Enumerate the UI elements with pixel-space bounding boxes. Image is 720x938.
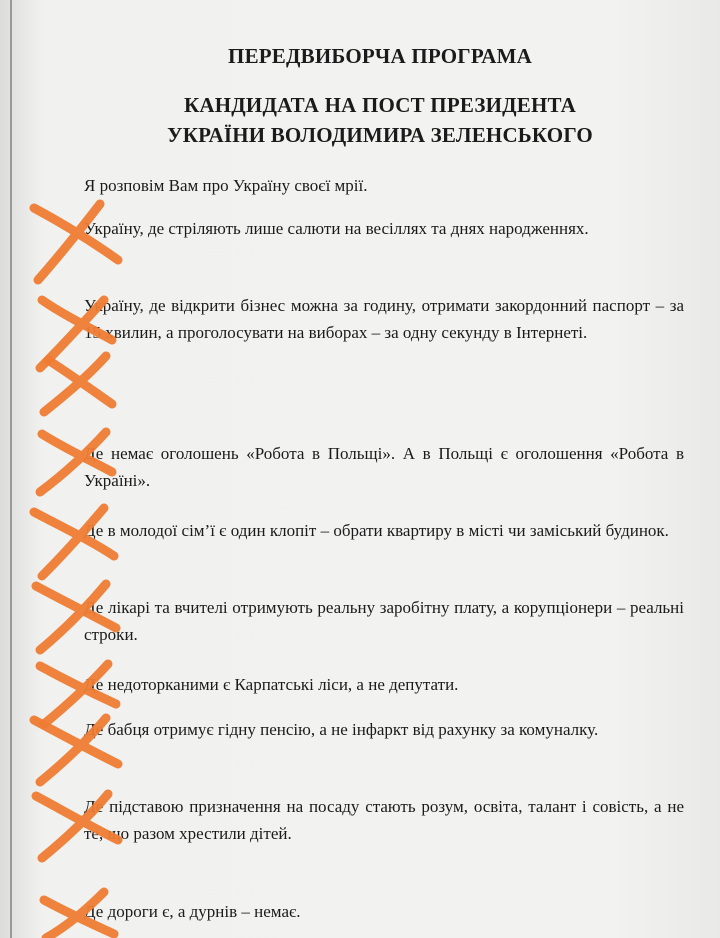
cross-mark-2b (44, 356, 112, 412)
program-item-9: Де дороги є, а дурнів – немає. (84, 902, 301, 921)
title-line-1: ПЕРЕДВИБОРЧА ПРОГРАМА (228, 44, 532, 68)
program-item-5: Де лікарі та вчителі отримують реальну заробітну плату, а корупціонери – реальні строки. (84, 598, 684, 644)
program-item-7: Де бабця отримує гідну пенсію, а не інфаркт від рахунку за комуналку. (84, 720, 599, 739)
program-item-1: Україну, де стріляють лише салюти на весіллях та днях народженнях. (84, 219, 589, 238)
program-item-4: Де в молодої сім’ї є один клопіт – обрати квартиру в місті чи заміський будинок. (84, 521, 669, 540)
intro-paragraph: Я розповім Вам про Україну своєї мрії. (84, 176, 368, 195)
program-item-3: Де немає оголошень «Робота в Польщі». А в Польщі є оголошення «Робота в Україні». (84, 444, 684, 490)
title-line-2: КАНДИДАТА НА ПОСТ ПРЕЗИДЕНТА (183, 93, 577, 117)
program-item-2: Україну, де відкрити бізнес можна за годину, отримати закордонний паспорт – за 15 хвилин, а проголосувати на виборах – за одну секунду в Інтернеті. (84, 296, 684, 342)
program-item-6: Де недоторканими є Карпатські ліси, а не депутати. (84, 675, 459, 694)
title-line-3: УКРАЇНИ ВОЛОДИМИРА ЗЕЛЕНСЬКОГО (167, 123, 593, 147)
program-item-8: Де підставою призначення на посаду стають розум, освіта, талант і совість, а не те, що разом хрестили дітей. (84, 797, 684, 843)
